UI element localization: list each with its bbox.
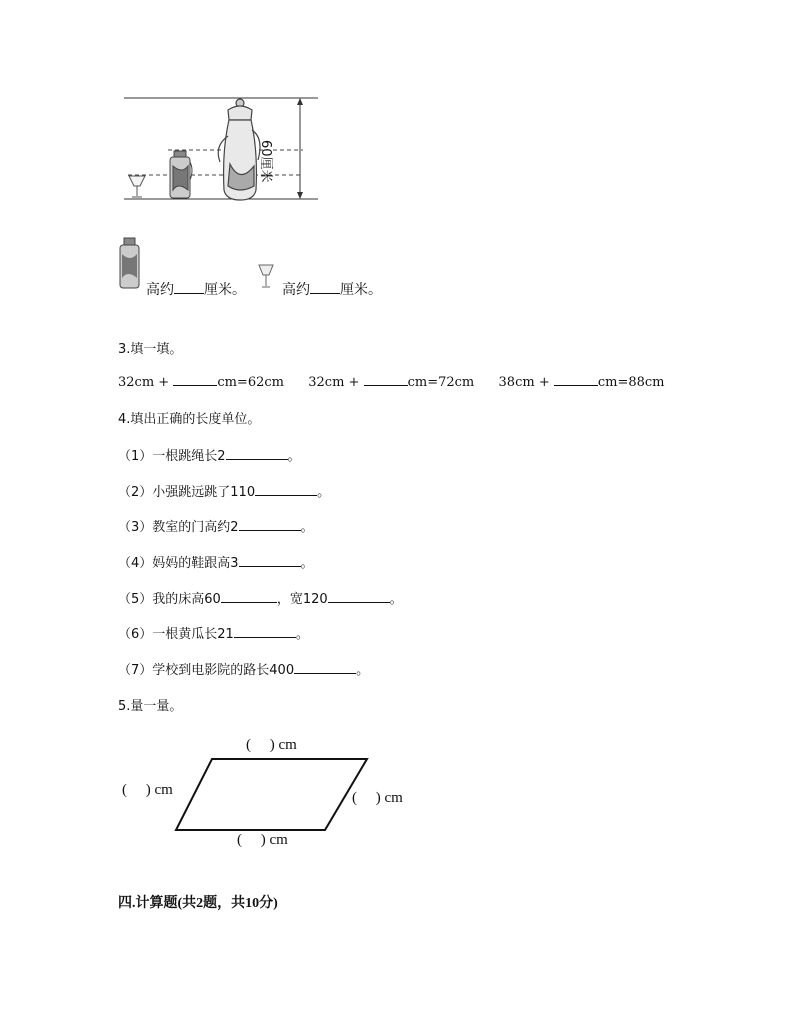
q4-item-4-text: （4）妈妈的鞋跟高3 [118, 556, 239, 571]
goblet-small-icon [258, 264, 274, 290]
kettle-icon [218, 99, 260, 200]
thermos-small-icon [118, 238, 142, 290]
q2-text2: 高约 [282, 282, 310, 298]
q4-item-6-end: 。 [295, 627, 309, 642]
q3-eq3-left: 38cm + [498, 375, 550, 390]
section4-title: 四.计算题(共2题，共10分) [118, 896, 278, 911]
q3-eq2-left: 32cm + [308, 375, 360, 390]
q4-item-6-text: （6）一根黄瓜长21 [118, 627, 234, 642]
q5-title: 5.量一量。 [118, 699, 183, 714]
q2-text1: 高约 [146, 282, 174, 298]
q4-item-7 [118, 659, 369, 678]
q4-item-1-end: 。 [287, 449, 301, 464]
q3-title: 3.填一填。 [118, 342, 183, 357]
goblet-icon [129, 176, 145, 197]
q4-item-7-text: （7）学校到电影院的路长400 [118, 663, 295, 678]
height-comparison-figure [118, 90, 348, 210]
q3-eq2-blank[interactable] [364, 373, 408, 386]
q4-item-5-text: （5）我的床高60 [118, 592, 221, 607]
q4-item-4-blank[interactable] [239, 554, 301, 567]
q3-eq1-right: cm=62cm [217, 375, 284, 390]
q5-label-top: ( ) cm [246, 737, 297, 753]
q4-item-6-blank[interactable] [234, 625, 296, 638]
q4-item-5-blank1[interactable] [221, 590, 277, 603]
q4-item-2-end: 。 [317, 485, 331, 500]
q4-item-1-text: （1）一根跳绳长2 [118, 449, 226, 464]
q5-label-right: ( ) cm [352, 790, 403, 806]
q2-blank2[interactable] [310, 281, 340, 294]
q5-label-bottom: ( ) cm [237, 832, 288, 848]
q3-eq2-right: cm=72cm [407, 375, 475, 390]
q4-item-7-end: 。 [356, 663, 370, 678]
q2-unit1: 厘米。 [204, 282, 246, 298]
q2-blank1[interactable] [174, 281, 204, 294]
q4-item-2-blank[interactable] [255, 483, 317, 496]
q4-item-3-text: （3）教室的门高约2 [118, 520, 239, 535]
q4-item-3-blank[interactable] [239, 518, 301, 531]
q2-unit2: 厘米。 [340, 282, 382, 298]
q4-item-1-blank[interactable] [226, 447, 288, 460]
q4-item-5-mid: ，宽120 [276, 592, 328, 607]
q4-item-7-blank[interactable] [294, 661, 356, 674]
q4-item-4 [118, 552, 314, 571]
q4-item-5 [118, 588, 403, 607]
q3-eq3-blank[interactable] [554, 373, 598, 386]
q3-equations [118, 373, 665, 390]
q3-eq1-left: 32cm + [118, 375, 170, 390]
q4-item-3-end: 。 [300, 520, 314, 535]
q4-title: 4.填出正确的长度单位。 [118, 412, 261, 427]
q3-eq3-right: cm=88cm [597, 375, 665, 390]
parallelogram-shape [176, 759, 367, 830]
q2-line-b [282, 279, 382, 299]
height-label: 60厘米 [258, 140, 273, 183]
q4-item-1 [118, 445, 301, 464]
q4-item-4-end: 。 [300, 556, 314, 571]
q4-item-2-text: （2）小强跳远跳了110 [118, 485, 256, 500]
q5-label-left: ( ) cm [122, 782, 173, 798]
q4-item-2 [118, 481, 330, 500]
q4-item-6 [118, 623, 309, 642]
q2-line [146, 279, 246, 299]
parallelogram-figure [170, 755, 375, 835]
q4-item-5-end: 。 [389, 592, 403, 607]
thermos-icon [170, 151, 192, 198]
q3-eq1-blank[interactable] [173, 373, 217, 386]
q4-item-5-blank2[interactable] [328, 590, 390, 603]
q4-item-3 [118, 516, 314, 535]
